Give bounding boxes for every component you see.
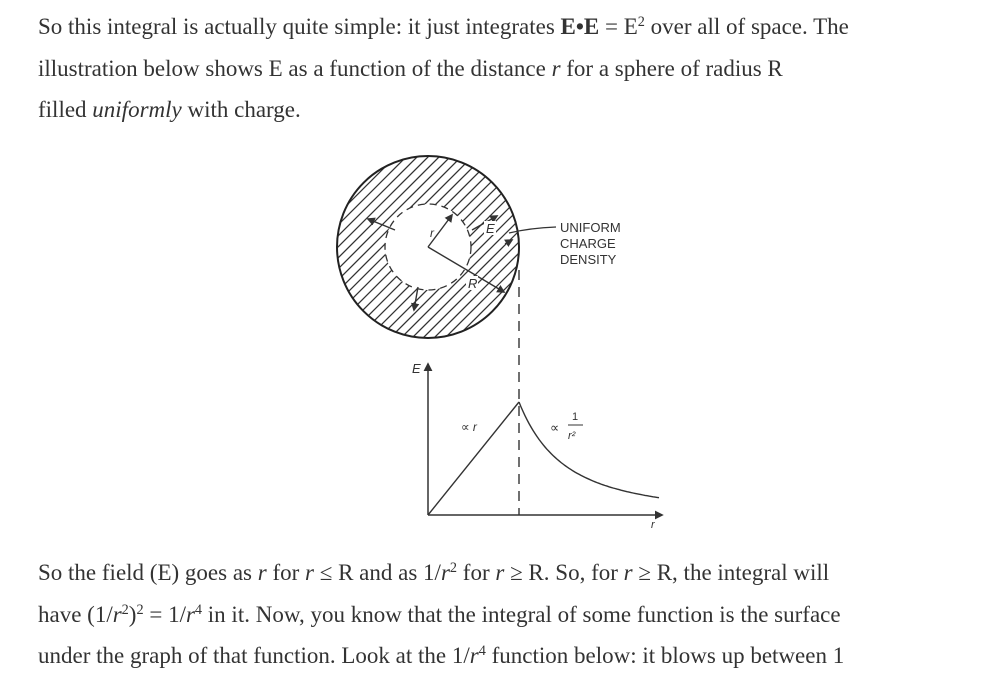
italic-r: r [495, 560, 505, 585]
sphere-label-R: R [468, 276, 478, 291]
superscript: 2 [121, 601, 129, 618]
text-run: with charge. [181, 97, 301, 122]
text-run: filled [38, 97, 93, 122]
field-graph [412, 361, 662, 531]
text-run: over all of space. The [644, 14, 849, 39]
italic-r: r [305, 560, 314, 585]
italic-r: r [112, 601, 122, 627]
text-run: = 1/ [143, 601, 186, 627]
superscript: 2 [449, 560, 458, 577]
fraction-denominator: r² [568, 430, 576, 442]
italic-r: r [551, 55, 561, 81]
charge-density-callout [509, 220, 621, 267]
sphere-label-E: E [486, 221, 495, 236]
superscript: 4 [194, 601, 203, 618]
inverse-square-field-curve [519, 402, 659, 498]
callout-line: CHARGE [560, 236, 616, 251]
sphere-label-r: r [430, 226, 434, 240]
proportional-inverse-square-label [550, 411, 583, 442]
explanation-paragraph [38, 552, 968, 677]
italic-uniformly: uniformly [92, 97, 182, 122]
italic-r: r [623, 560, 633, 585]
y-axis-label: E [412, 361, 421, 376]
text-run: for [457, 560, 496, 585]
text-run: for a sphere of radius R [560, 55, 783, 81]
italic-r: r [185, 601, 195, 627]
text-run: illustration below shows E as a function of the distance [38, 55, 552, 81]
linear-field-curve [428, 402, 519, 515]
superscript: 4 [478, 643, 486, 660]
text-run: in it. Now, you know that the integral of some function is the surface [202, 601, 841, 627]
text-run: = E [599, 14, 638, 39]
italic-r: r [440, 560, 450, 585]
x-axis-label: r [651, 519, 655, 531]
text-run: ) [128, 601, 137, 627]
text-run: ≥ R, the integral will [632, 560, 830, 585]
text-run: So this integral is actually quite simple: it just integrates [38, 14, 561, 39]
text-run: have (1/ [38, 601, 113, 627]
text-run: ≥ R. So, for [504, 560, 624, 585]
callout-line: DENSITY [560, 252, 617, 267]
italic-r: r [469, 643, 479, 668]
fraction-numerator: 1 [572, 411, 579, 423]
proportional-r-label: ∝ r [461, 420, 477, 434]
proportional-symbol: ∝ [550, 420, 560, 435]
text-run: function below: it blows up between 1 [485, 643, 845, 668]
text-run: So the field (E) goes as [38, 560, 258, 585]
superscript: 2 [136, 601, 144, 618]
text-run: ≤ R and as 1/ [313, 560, 441, 585]
charged-sphere [108, 127, 744, 367]
italic-r: r [257, 560, 267, 585]
callout-line: UNIFORM [560, 220, 621, 235]
superscript: 2 [637, 14, 645, 31]
text-run: for [266, 560, 306, 585]
text-run: under the graph of that function. Look at the 1/ [38, 643, 470, 668]
bold-dot-product: E•E [560, 14, 600, 39]
